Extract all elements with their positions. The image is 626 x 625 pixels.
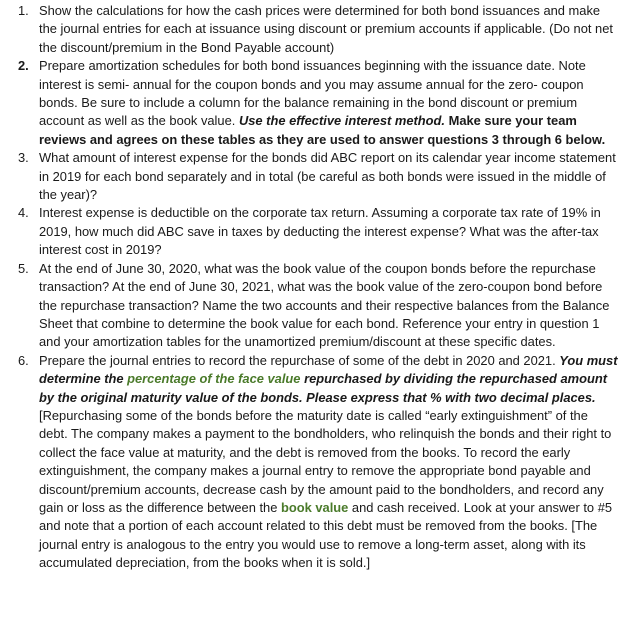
question-5	[18, 260, 620, 352]
extinguishment-explanation-end: and cash received. Look at your answer to #5 and note that a portion of each account related to this debt must be removed from the books. [The journal entry is analogous to the entry you would use to remove a long-term asset, along with its accumulated depreciation, from the books when it is sold.]	[39, 499, 613, 571]
extinguishment-explanation: [Repurchasing some of the bonds before the maturity date is called “early extinguishment” of the debt. The company makes a payment to the bondholders, who relinquish the bonds and their right to collect the face value at maturity, and the debt is removed from the books. To record the early extinguishment, the company makes a journal entry to remove the appropriate bond payable and discount/premium accounts, decrease cash by the amount paid to the bondholders, and record any gain or loss as the difference between the	[39, 407, 612, 515]
question-number: 6.	[18, 352, 29, 368]
repurchase-emphasis: You must determine the	[39, 352, 618, 387]
question-number: 5.	[18, 260, 29, 276]
question-number: 3.	[18, 150, 29, 166]
question-2	[18, 57, 620, 149]
question-text: Show the calculations for how the cash prices were determined for both bond issuances and make the journal entries for each at issuance using discount or premium accounts if applicable. (Do not net the discount/premium in the Bond Payable account)	[39, 3, 613, 55]
question-number: 4.	[18, 205, 29, 221]
question-text: What amount of interest expense for the bonds did ABC report on its calendar year income statement in 2019 for each bond separately and in total (be careful as both bonds were issued in the middle of the year)?	[39, 150, 616, 203]
percentage-face-value-highlight: percentage of the face value	[127, 371, 301, 387]
book-value-highlight: book value	[280, 499, 349, 515]
question-1	[18, 2, 620, 57]
question-3	[18, 149, 620, 204]
question-list	[18, 2, 620, 573]
question-text: Interest expense is deductible on the corporate tax return. Assuming a corporate tax rate of 19% in 2019, how much did ABC save in taxes by deducting the interest expense? What was the after-tax interest cost in 2019?	[39, 205, 601, 258]
repurchase-emphasis-continued: repurchased by dividing the repurchased amount by the original maturity value of the bonds. Please express that % with two decimal places.	[39, 371, 608, 405]
question-6	[18, 352, 620, 573]
question-text: Prepare amortization schedules for both bond issuances beginning with the issuance date. Note interest is semi- annual for the coupon bonds and you may assume annual for the zero- coupon bonds. Be sure to include a column for the balance remaining in the bond discount or premium account as well as the book value.	[39, 58, 586, 129]
question-number: 1.	[18, 3, 29, 18]
question-text: Prepare the journal entries to record the repurchase of some of the debt in 2020 and 2021.	[39, 352, 560, 368]
effective-interest-emphasis: Use the effective interest method.	[238, 113, 446, 129]
review-instruction: Make sure your team reviews and agrees on these tables as they are used to answer questions 3 through 6 below.	[39, 113, 606, 147]
question-number: 2.	[18, 58, 29, 74]
question-4	[18, 204, 620, 259]
question-text: At the end of June 30, 2020, what was the book value of the coupon bonds before the repurchase transaction? At the end of June 30, 2021, what was the book value of the zero-coupon bond before the repurchase transaction? Name the two accounts and their respective balances from the Balance Sheet that combine to determine the book value for each bond. Reference your entry in question 1 and your amortization tables for the unamortized premium/discount at these specific dates.	[39, 260, 610, 350]
